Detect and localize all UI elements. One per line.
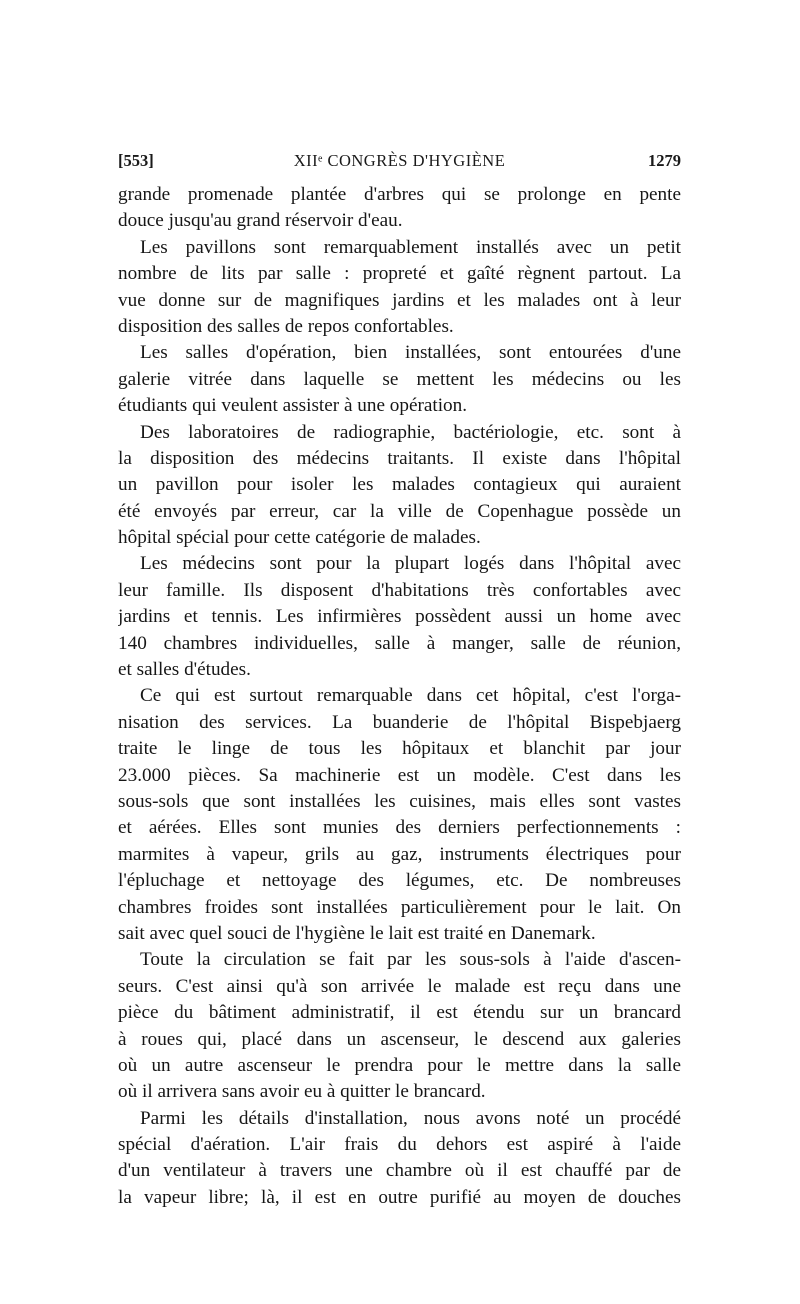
- text-line: disposition des salles de repos confortables.: [118, 315, 454, 337]
- running-title: XIIᵉ CONGRÈS D'HYGIÈNE: [293, 151, 506, 170]
- text-line: 23.000 pièces. Sa machinerie est un modèle. C'est dans les: [118, 764, 681, 786]
- text-line: grande promenade plantée d'arbres qui se prolonge en pente: [118, 184, 681, 205]
- text-line: seurs. C'est ainsi qu'à son arrivée le malade est reçu dans une: [118, 975, 681, 997]
- paragraph: [118, 182, 681, 235]
- text-line: et salles d'études.: [118, 659, 251, 681]
- text-line: nombre de lits par salle : propreté et gaîté règnent partout. La: [118, 263, 681, 285]
- text-line: pièce du bâtiment administratif, il est étendu sur un brancard: [118, 1002, 681, 1024]
- paragraph: [118, 551, 681, 683]
- text-line: Parmi les détails d'installation, nous avons noté un procédé: [140, 1107, 681, 1129]
- paragraph: [118, 235, 681, 341]
- text-line: galerie vitrée dans laquelle se mettent les médecins ou les: [118, 368, 681, 390]
- running-head: [118, 148, 681, 174]
- text-line: Les médecins sont pour la plupart logés dans l'hôpital avec: [140, 553, 681, 575]
- text-line: été envoyés par erreur, car la ville de Copenhague possède un: [118, 500, 681, 522]
- text-line: et aérées. Elles sont munies des derniers perfectionnements :: [118, 817, 681, 839]
- text-line: la vapeur libre; là, il est en outre purifié au moyen de douches: [118, 1186, 681, 1208]
- text-line: marmites à vapeur, grils au gaz, instruments électriques pour: [118, 843, 681, 865]
- text-line: où il arrivera sans avoir eu à quitter le brancard.: [118, 1081, 486, 1103]
- text-line: leur famille. Ils disposent d'habitations très confortables avec: [118, 579, 681, 601]
- text-line: Les salles d'opération, bien installées, sont entourées d'une: [140, 342, 681, 364]
- text-line: nisation des services. La buanderie de l'hôpital Bispebjaerg: [118, 711, 681, 733]
- text-line: sous-sols que sont installées les cuisines, mais elles sont vastes: [118, 790, 681, 812]
- body-text: [118, 182, 681, 1211]
- text-line: Toute la circulation se fait par les sous-sols à l'aide d'ascen-: [140, 949, 681, 971]
- text-line: étudiants qui veulent assister à une opération.: [118, 395, 468, 417]
- text-line: spécial d'aération. L'air frais du dehors est aspiré à l'aide: [118, 1134, 681, 1156]
- paragraph: [118, 1106, 681, 1212]
- text-line: vue donne sur de magnifiques jardins et les malades ont à leur: [118, 289, 681, 311]
- text-line: Ce qui est surtout remarquable dans cet hôpital, c'est l'orga-: [140, 685, 681, 707]
- paragraph: [118, 683, 681, 947]
- text-line: Les pavillons sont remarquablement installés avec un petit: [140, 236, 681, 258]
- text-line: un pavillon pour isoler les malades contagieux qui auraient: [118, 474, 681, 496]
- text-line: douce jusqu'au grand réservoir d'eau.: [118, 210, 403, 232]
- text-line: l'épluchage et nettoyage des légumes, etc. De nombreuses: [118, 870, 681, 892]
- paragraph: [118, 420, 681, 552]
- paragraph: [118, 340, 681, 419]
- text-line: chambres froides sont installées particulièrement pour le lait. On: [118, 896, 681, 918]
- text-line: d'un ventilateur à travers une chambre où il est chauffé par de: [118, 1160, 681, 1182]
- text-line: Des laboratoires de radiographie, bactériologie, etc. sont à: [140, 421, 681, 443]
- text-line: hôpital spécial pour cette catégorie de malades.: [118, 527, 481, 549]
- text-line: à roues qui, placé dans un ascenseur, le descend aux galeries: [118, 1028, 681, 1050]
- page-bracket-number: [553]: [118, 151, 154, 170]
- text-line: jardins et tennis. Les infirmières possèdent aussi un home avec: [118, 606, 681, 628]
- text-line: sait avec quel souci de l'hygiène le lait est traité en Danemark.: [118, 922, 596, 944]
- paragraph: [118, 947, 681, 1105]
- text-line: 140 chambres individuelles, salle à manger, salle de réunion,: [118, 632, 681, 654]
- page-number: 1279: [648, 151, 681, 170]
- text-line: la disposition des médecins traitants. Il existe dans l'hôpital: [118, 447, 681, 469]
- text-line: traite le linge de tous les hôpitaux et blanchit par jour: [118, 738, 681, 760]
- text-line: où un autre ascenseur le prendra pour le mettre dans la salle: [118, 1054, 681, 1076]
